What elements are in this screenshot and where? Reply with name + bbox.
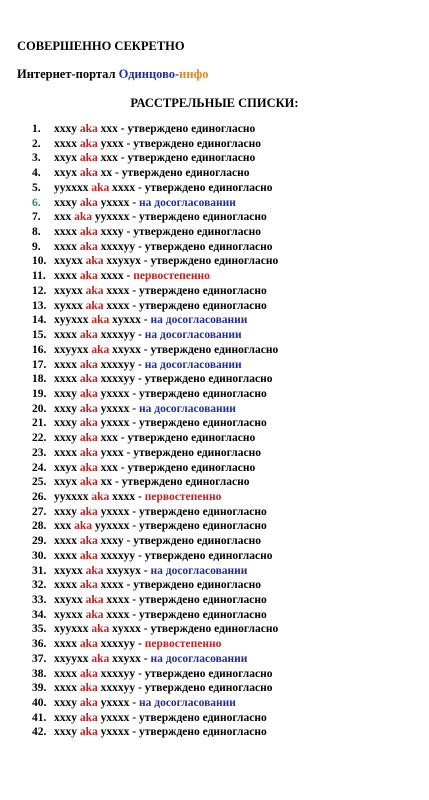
entry-status: утверждено единогласно (127, 461, 256, 474)
entry-last: xxx (100, 123, 118, 135)
entry-last: xxyxyx (106, 564, 141, 577)
entry-number: 11. (32, 270, 46, 283)
list-item: 31. xxyxx aka xxyxyx - на досогласовании (32, 564, 248, 577)
entry-aka: aka (85, 299, 104, 312)
entry-status: утверждено единогласно (139, 608, 267, 621)
entry-last: xxxxyy (100, 329, 136, 342)
entry-aka: aka (79, 579, 98, 592)
entry-number: 36. (32, 638, 47, 651)
entry-first: xxxy (54, 196, 77, 209)
entry-aka: aka (79, 196, 98, 209)
entry-first: xxyxx (54, 594, 83, 606)
entry-number: 12. (32, 284, 47, 297)
entry-number: 23. (32, 446, 47, 459)
entry-aka: aka (79, 638, 98, 651)
list-item: 40. xxxy aka yxxxx - на досогласовании (32, 697, 236, 710)
entry-aka: aka (79, 417, 98, 430)
entry-first: xxxx (54, 638, 77, 651)
entry-number: 38. (32, 667, 47, 680)
list-item: 38. xxxx aka xxxxyy - утверждено единогласно (32, 667, 273, 680)
entry-status: утверждено единогласно (127, 152, 256, 165)
entry-status: утверждено единогласно (150, 343, 279, 356)
entry-status: первостепенно (144, 638, 222, 651)
entry-aka: aka (79, 358, 98, 371)
entry-aka: aka (79, 373, 98, 386)
list-item: 23. xxxx aka yxxx - утверждено единогласно (32, 446, 261, 459)
entry-first: xxxx (54, 446, 77, 459)
entry-status: утверждено единогласно (139, 505, 267, 518)
list-item: 6. xxxy aka yxxxx - на досогласовании (32, 196, 236, 209)
portal-prefix: Интернет-портал (17, 67, 119, 81)
entry-aka: aka (91, 652, 110, 665)
entry-status: утверждено единогласно (133, 446, 261, 459)
entry-number: 10. (32, 255, 47, 268)
entry-number: 28. (32, 520, 47, 533)
entry-status: утверждено единогласно (139, 387, 267, 400)
entry-last: xxxy (100, 226, 124, 239)
entry-status: утверждено единогласно (139, 284, 267, 297)
entry-number: 5. (32, 181, 41, 194)
list-item: 34. xyxxx aka xxxx - утверждено единогласно (32, 608, 267, 621)
entry-first: xxyx (54, 167, 77, 180)
entry-aka: aka (85, 608, 104, 621)
entry-first: xxxy (54, 505, 77, 518)
entry-number: 18. (32, 373, 47, 386)
entry-first: xxx (54, 211, 72, 224)
list-item: 25. xxyx aka xx - утверждено единогласно (32, 476, 250, 489)
entry-first: xxyx (54, 152, 77, 165)
entry-last: xxxx (112, 181, 136, 194)
entry-number: 35. (32, 623, 47, 636)
entry-status: утверждено единогласно (121, 476, 250, 489)
entry-status: на досогласовании (139, 402, 236, 415)
entry-first: yyxxxx (54, 181, 89, 194)
list-item: 36. xxxx aka xxxxyy - первостепенно (32, 638, 222, 651)
entry-number: 25. (32, 476, 47, 489)
entry-last: xxxx (106, 608, 130, 621)
entry-last: xxxxyy (100, 667, 136, 680)
entry-number: 3. (32, 152, 41, 165)
entry-number: 41. (32, 711, 47, 724)
entry-aka: aka (79, 711, 98, 724)
entry-last: xxxx (106, 594, 130, 606)
entry-status: утверждено единогласно (144, 181, 273, 194)
list-item: 3. xxyx aka xxx - утверждено единогласно (32, 152, 256, 165)
entry-first: xxxx (54, 270, 77, 283)
entry-status: утверждено единогласно (121, 167, 250, 180)
entry-last: yxxxx (100, 711, 130, 724)
entry-aka: aka (91, 490, 110, 503)
entry-aka: aka (79, 270, 98, 283)
entry-aka: aka (79, 432, 98, 445)
entry-number: 40. (32, 697, 47, 710)
list-item: 4. xxyx aka xx - утверждено единогласно (32, 167, 250, 180)
entry-status: на досогласовании (144, 358, 242, 371)
list-item: 20. xxxy aka yxxxx - на досогласовании (32, 402, 236, 415)
list-item: 7. xxx aka yyxxxx - утверждено единогласно (32, 211, 267, 224)
entry-last: yxxxx (100, 402, 130, 415)
list-item: 35. xyyxxx aka xyxxx - утверждено единогласно (32, 623, 279, 636)
list-item: 27. xxxy aka yxxxx - утверждено единогласно (32, 505, 267, 518)
list-item: 5. yyxxxx aka xxxx - утверждено единогласно (32, 181, 273, 194)
entry-first: xyxxx (54, 299, 83, 312)
entry-aka: aka (79, 402, 98, 415)
entry-last: yyxxxx (94, 211, 130, 224)
entry-last: xxx (100, 152, 118, 165)
entry-first: xxxy (54, 697, 77, 710)
entry-number: 7. (32, 211, 41, 224)
entry-status: утверждено единогласно (139, 417, 267, 430)
entry-number: 31. (32, 564, 47, 577)
list-heading: РАССТРЕЛЬНЫЕ СПИСКИ: (130, 96, 299, 110)
entry-last: xxyxx (112, 343, 141, 356)
entry-status: на досогласовании (139, 196, 236, 209)
entry-status: утверждено единогласно (150, 623, 279, 636)
entry-status: утверждено единогласно (127, 123, 256, 135)
entry-last: xxxxyy (100, 240, 136, 253)
entry-aka: aka (91, 314, 110, 327)
entry-first: xxxx (54, 535, 77, 548)
list-item: 37. xxyyxx aka xxyxx - на досогласовании (32, 652, 248, 665)
entry-aka: aka (74, 520, 93, 533)
entry-first: xxxx (54, 226, 77, 239)
list-item: 15. xxxx aka xxxxyy - на досогласовании (32, 329, 242, 342)
entry-number: 37. (32, 652, 47, 665)
entry-number: 14. (32, 314, 47, 327)
entry-last: xxxx (100, 270, 124, 283)
entry-aka: aka (79, 682, 98, 695)
entry-number: 24. (32, 461, 47, 474)
entry-status: утверждено единогласно (133, 579, 261, 592)
entry-number: 30. (32, 549, 47, 562)
entry-first: xxxx (54, 137, 77, 150)
list-item: 19. xxxy aka yxxxx - утверждено единогласно (32, 387, 267, 400)
list-item: 17. xxxx aka xxxxyy - на досогласовании (32, 358, 242, 371)
entry-first: xxxx (54, 667, 77, 680)
entry-aka: aka (74, 211, 93, 224)
list-item: 1. xxxy aka xxx - утверждено единогласно (32, 123, 256, 135)
entry-last: xx (100, 167, 113, 180)
entry-status: утверждено единогласно (139, 299, 267, 312)
entry-aka: aka (79, 461, 98, 474)
portal-line (17, 67, 208, 82)
entry-aka: aka (79, 167, 98, 180)
entry-last: xxx (100, 432, 118, 445)
list-item: 33. xxyxx aka xxxx - утверждено единогласно (32, 594, 267, 606)
entry-first: xxyxx (54, 255, 83, 268)
entry-number: 42. (32, 726, 47, 739)
entry-first: xxxy (54, 726, 77, 739)
entry-first: xyyxxx (54, 623, 89, 636)
entry-first: xxxx (54, 240, 77, 253)
entry-status: утверждено единогласно (127, 432, 256, 445)
entry-status: на досогласовании (150, 652, 248, 665)
entry-aka: aka (79, 726, 98, 739)
entry-status: утверждено единогласно (144, 240, 273, 253)
entry-number: 13. (32, 299, 47, 312)
entry-first: xxxx (54, 579, 77, 592)
entry-aka: aka (79, 697, 98, 710)
entry-last: xxxxyy (100, 638, 136, 651)
entry-first: xxyyxx (54, 652, 89, 665)
entry-number: 29. (32, 535, 47, 548)
entry-last: xxyxx (112, 652, 141, 665)
entry-last: yxxxx (100, 387, 130, 400)
entry-last: yyxxxx (94, 520, 130, 533)
entry-last: yxxxx (100, 505, 130, 518)
entry-status: утверждено единогласно (150, 255, 279, 268)
entry-aka: aka (85, 594, 104, 606)
entry-number: 9. (32, 240, 41, 253)
entry-last: xxxx (100, 579, 124, 592)
entry-last: yxxx (100, 446, 124, 459)
entry-last: xyxxx (112, 314, 141, 327)
entry-first: xxxy (54, 432, 77, 445)
entry-status: утверждено единогласно (133, 535, 261, 548)
entry-aka: aka (79, 476, 98, 489)
entry-last: xx (100, 476, 113, 489)
entry-status: утверждено единогласно (144, 667, 273, 680)
site-name-part2: инфо (179, 67, 209, 81)
entry-last: yxxxx (100, 417, 130, 430)
entry-first: xxx (54, 520, 72, 533)
entry-status: утверждено единогласно (139, 211, 267, 224)
entry-first: xxxy (54, 123, 77, 135)
entry-aka: aka (79, 329, 98, 342)
entry-last: xxxxyy (100, 682, 136, 695)
entry-last: yxxxx (100, 697, 130, 710)
list-item: 16. xxyyxx aka xxyxx - утверждено единогласно (32, 343, 279, 356)
list-item: 39. xxxx aka xxxxyy - утверждено единогласно (32, 682, 273, 695)
entry-first: xxxy (54, 417, 77, 430)
entry-list (32, 122, 278, 740)
entry-number: 4. (32, 167, 41, 180)
entry-first: xyxxx (54, 608, 83, 621)
entry-first: xxxy (54, 387, 77, 400)
entry-last: xxxy (100, 535, 124, 548)
list-item: 8. xxxx aka xxxy - утверждено единогласно (32, 226, 261, 239)
entry-number: 22. (32, 432, 47, 445)
list-item: 18. xxxx aka xxxxyy - утверждено единогласно (32, 373, 273, 386)
entry-aka: aka (79, 240, 98, 253)
entry-aka: aka (79, 152, 98, 165)
entry-aka: aka (79, 387, 98, 400)
entry-number: 32. (32, 579, 47, 592)
list-item: 2. xxxx aka yxxx - утверждено единогласно (32, 137, 261, 150)
entry-first: xxxx (54, 682, 77, 695)
entry-status: утверждено единогласно (144, 682, 273, 695)
entry-status: утверждено единогласно (144, 373, 273, 386)
entry-number: 21. (32, 417, 47, 430)
entry-aka: aka (79, 446, 98, 459)
entry-status: утверждено единогласно (139, 594, 267, 606)
entry-first: xxxx (54, 549, 77, 562)
entry-aka: aka (79, 505, 98, 518)
entry-first: xxyxx (54, 284, 83, 297)
entry-status: утверждено единогласно (139, 711, 267, 724)
list-item: 24. xxyx aka xxx - утверждено единогласно (32, 461, 256, 474)
list-item: 32. xxxx aka xxxx - утверждено единогласно (32, 579, 261, 592)
list-item: 26. yyxxxx aka xxxx - первостепенно (32, 490, 222, 503)
entry-aka: aka (85, 284, 104, 297)
entry-last: xxxxyy (100, 358, 136, 371)
entry-last: yxxx (100, 137, 124, 150)
entry-first: xxxx (54, 358, 77, 371)
entry-status: утверждено единогласно (144, 549, 273, 562)
entry-aka: aka (91, 181, 110, 194)
list-item: 21. xxxy aka yxxxx - утверждено единогласно (32, 417, 267, 430)
entry-number: 1. (32, 123, 41, 135)
entry-aka: aka (79, 123, 98, 135)
document-title: СОВЕРШЕННО СЕКРЕТНО (17, 39, 185, 53)
list-item: 22. xxxy aka xxx - утверждено единогласно (32, 432, 256, 445)
entry-number: 15. (32, 329, 47, 342)
entry-last: xxx (100, 461, 118, 474)
entry-status: на досогласовании (144, 329, 242, 342)
entry-first: xxyyxx (54, 343, 89, 356)
entry-status: утверждено единогласно (139, 726, 267, 739)
entry-status: первостепенно (144, 490, 222, 503)
entry-first: xxyx (54, 461, 77, 474)
entry-number: 19. (32, 387, 47, 400)
entry-status: утверждено единогласно (133, 226, 261, 239)
list-item: 41. xxxy aka yxxxx - утверждено единогласно (32, 711, 267, 724)
entry-first: xxyxx (54, 564, 83, 577)
entry-number: 34. (32, 608, 47, 621)
list-item: 42. xxxy aka yxxxx - утверждено единогласно (32, 726, 267, 739)
entry-aka: aka (79, 549, 98, 562)
entry-number: 39. (32, 682, 47, 695)
list-item: 28. xxx aka yyxxxx - утверждено единогласно (32, 520, 267, 533)
entry-first: xxyx (54, 476, 77, 489)
entry-number: 8. (32, 226, 41, 239)
entry-last: yxxxx (100, 726, 130, 739)
entry-number: 27. (32, 505, 47, 518)
entry-number: 20. (32, 402, 47, 415)
entry-status: утверждено единогласно (133, 137, 261, 150)
list-item: 30. xxxx aka xxxxyy - утверждено единогласно (32, 549, 273, 562)
list-item: 11. xxxx aka xxxx - первостепенно (32, 270, 210, 283)
entry-first: yyxxxx (54, 490, 89, 503)
list-item: 29. xxxx aka xxxy - утверждено единогласно (32, 535, 261, 548)
entry-last: xxyxyx (106, 255, 141, 268)
entry-status: на досогласовании (139, 697, 236, 710)
entry-last: xxxxyy (100, 549, 136, 562)
list-item: 14. xyyxxx aka xyxxx - на досогласовании (32, 314, 248, 327)
entry-aka: aka (85, 255, 104, 268)
entry-last: xxxx (106, 284, 130, 297)
entry-aka: aka (91, 623, 110, 636)
entry-aka: aka (79, 667, 98, 680)
entry-last: xxxxyy (100, 373, 136, 386)
entry-status: на досогласовании (150, 314, 248, 327)
entry-aka: aka (85, 564, 104, 577)
entry-number: 17. (32, 358, 47, 371)
entry-aka: aka (79, 226, 98, 239)
list-item: 9. xxxx aka xxxxyy - утверждено единогласно (32, 240, 273, 253)
list-item: 10. xxyxx aka xxyxyx - утверждено единогласно (32, 255, 279, 268)
entry-last: xxxx (112, 490, 136, 503)
entry-last: xyxxx (112, 623, 141, 636)
entry-number: 2. (32, 137, 41, 150)
entry-aka: aka (79, 137, 98, 150)
site-name-part1: Одинцово- (118, 67, 180, 81)
entry-status: первостепенно (133, 270, 210, 283)
entry-number: 16. (32, 343, 47, 356)
entry-first: xxxx (54, 373, 77, 386)
entry-aka: aka (79, 535, 98, 548)
list-item: 12. xxyxx aka xxxx - утверждено единогласно (32, 284, 267, 297)
entry-first: xxxx (54, 329, 77, 342)
entry-number: 26. (32, 490, 47, 503)
entry-first: xxxy (54, 402, 77, 415)
list-item: 13. xyxxx aka xxxx - утверждено единогласно (32, 299, 267, 312)
entry-first: xxxy (54, 711, 77, 724)
entry-aka: aka (91, 343, 110, 356)
entry-status: утверждено единогласно (139, 520, 267, 533)
entry-first: xyyxxx (54, 314, 89, 327)
entry-number: 6. (32, 196, 41, 209)
entry-last: yxxxx (100, 196, 130, 209)
entry-last: xxxx (106, 299, 130, 312)
entry-status: на досогласовании (150, 564, 248, 577)
entry-number: 33. (32, 594, 47, 606)
